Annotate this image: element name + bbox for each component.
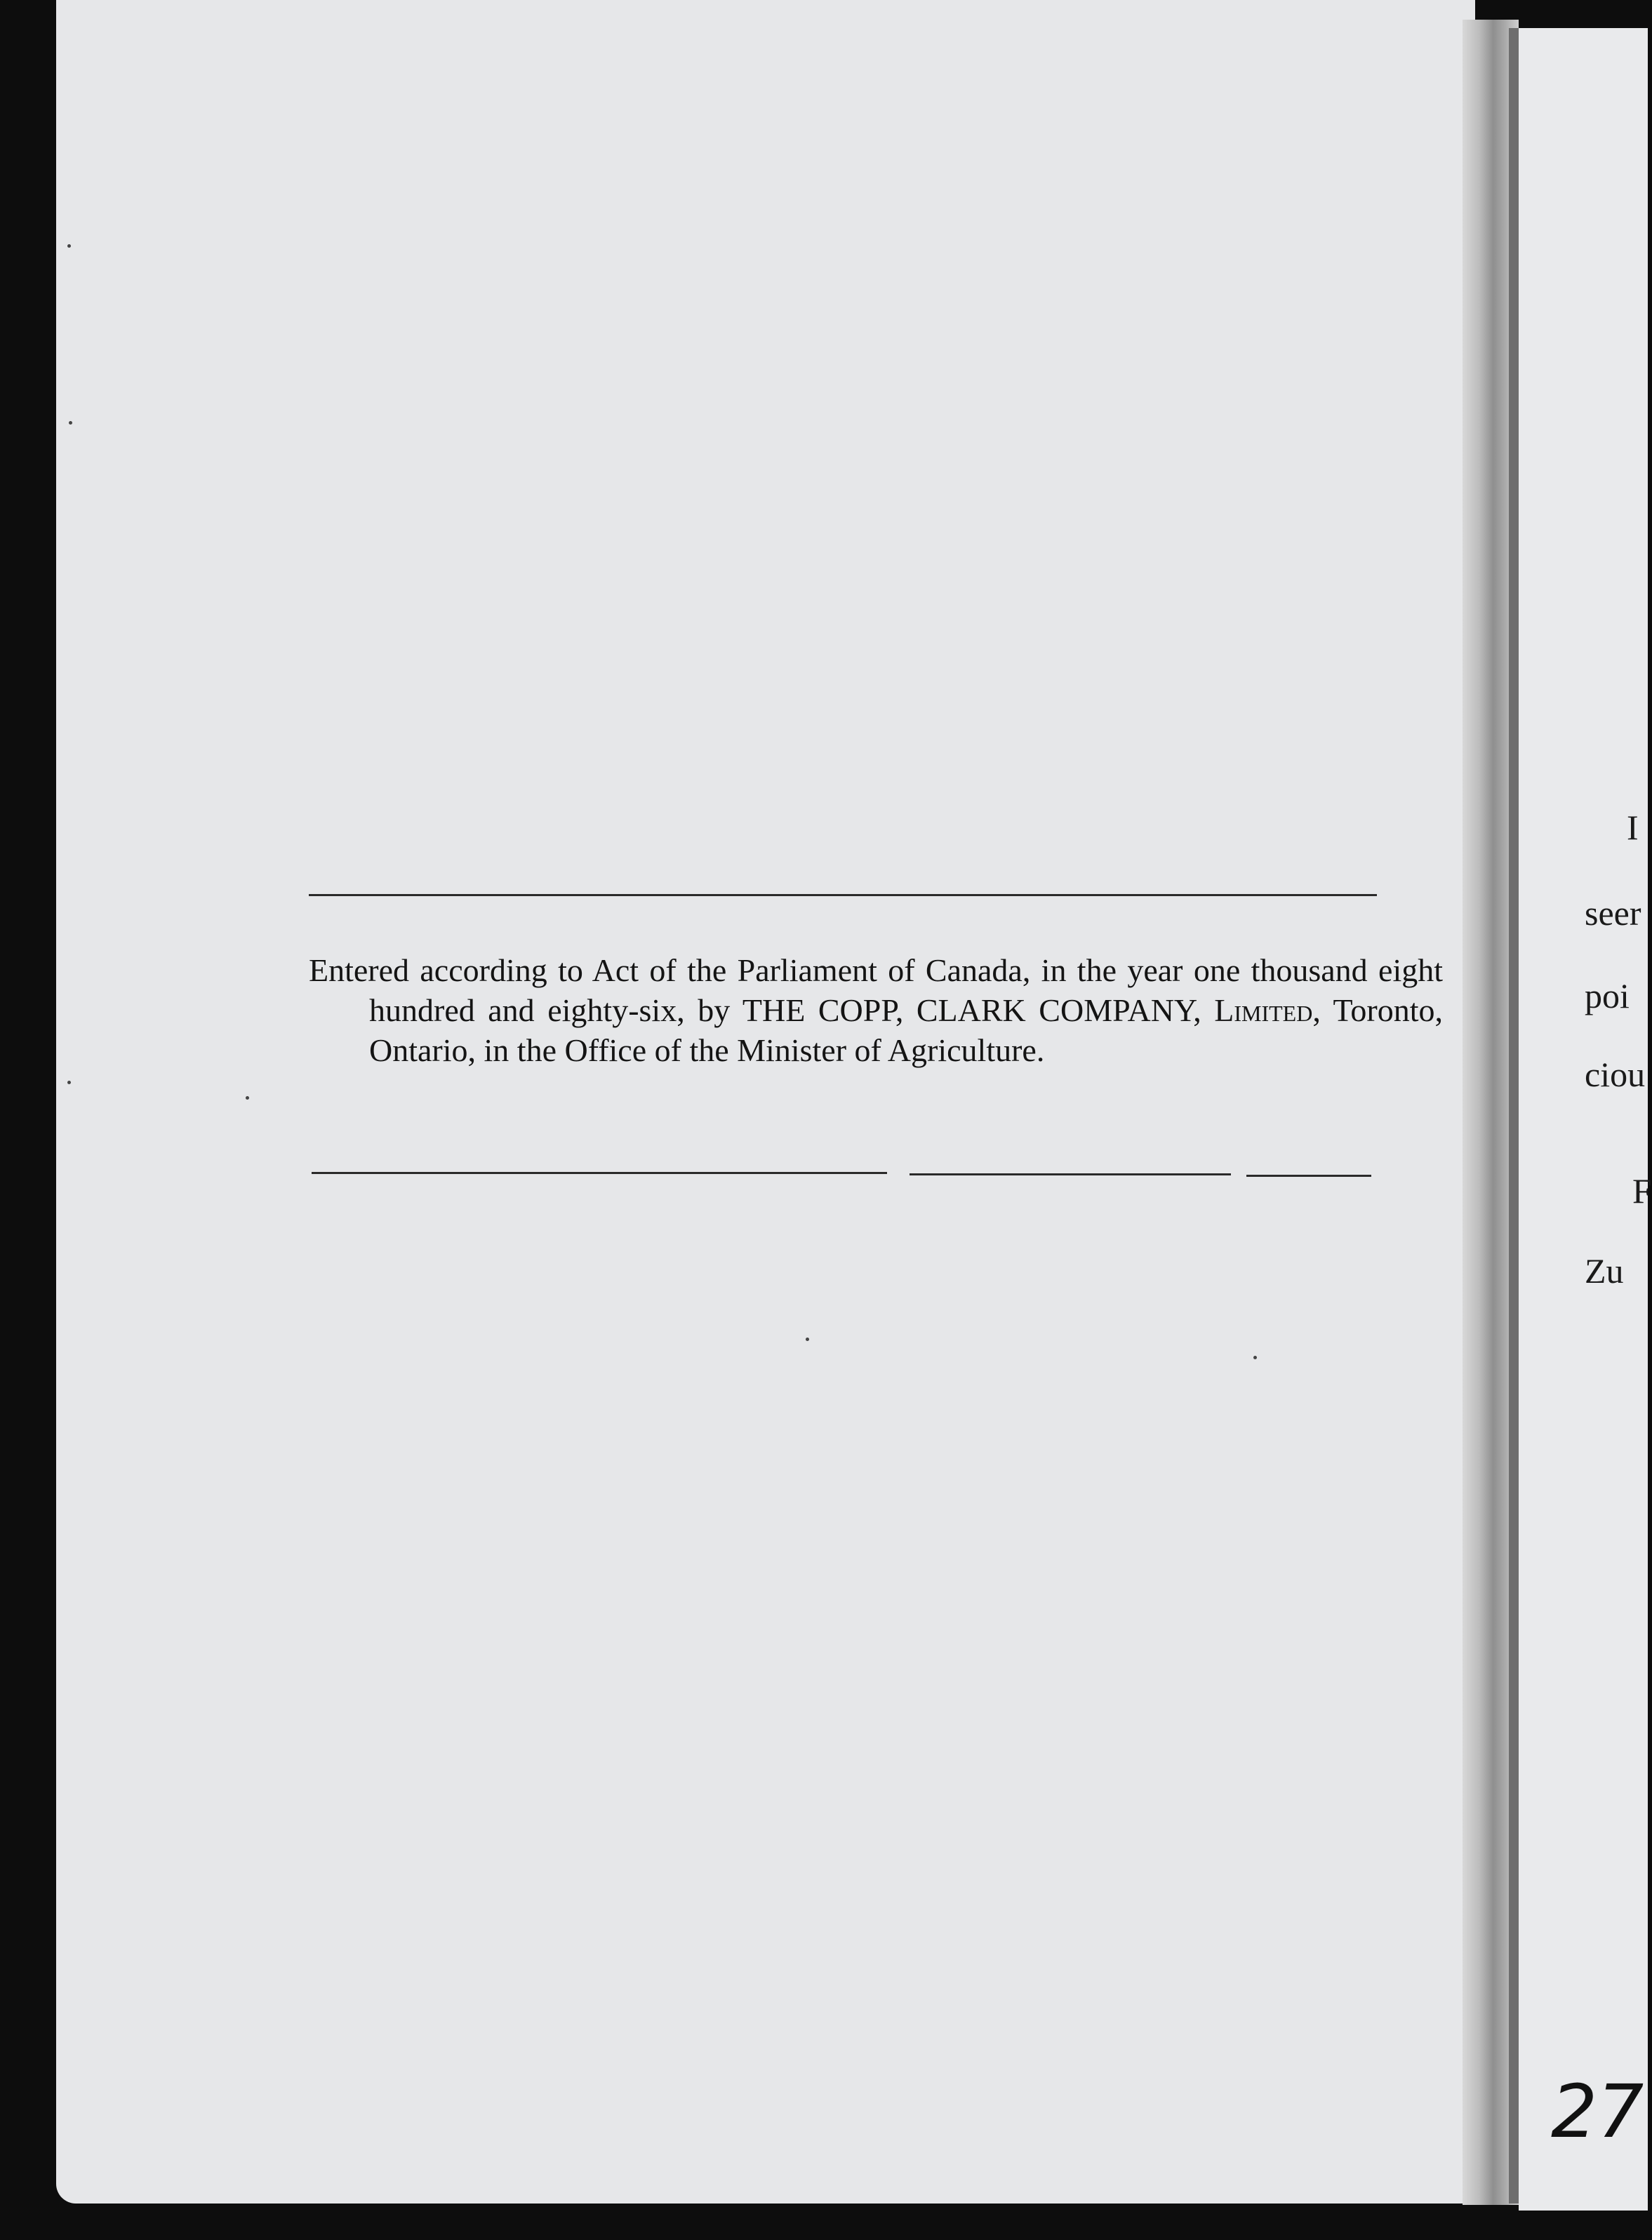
right-page-fragment: poi <box>1585 976 1630 1015</box>
scan-speck <box>69 421 72 425</box>
bottom-rule <box>910 1173 1231 1175</box>
right-page-fragment: I <box>1627 808 1639 847</box>
scan-speck <box>246 1096 249 1100</box>
scan-speck <box>806 1338 809 1341</box>
scan-speck <box>67 1081 71 1084</box>
right-page-fragment: seer <box>1585 893 1641 933</box>
bottom-rule <box>1246 1175 1371 1177</box>
right-page <box>1519 28 1648 2211</box>
scan-speck <box>67 244 71 248</box>
scan-speck <box>1253 1356 1257 1359</box>
right-page-fragment: ciou <box>1585 1055 1646 1094</box>
copyright-lead: Entered according to Act of the Parliament of Canada, in the year one thousand eight hundred and eighty-six, by THE COPP, CLARK COMPANY, <box>309 952 1443 1028</box>
left-page <box>56 0 1475 2204</box>
copyright-tail: , Toronto, Ontario, in the Office of the Minister of Agriculture. <box>369 992 1443 1068</box>
bottom-rule <box>312 1172 887 1174</box>
right-page-fragment: F <box>1632 1171 1652 1211</box>
right-page-fragment: Zu <box>1585 1251 1624 1291</box>
top-rule <box>309 894 1377 896</box>
handwritten-page-number: 27 <box>1551 2069 1644 2154</box>
copyright-notice <box>309 950 1443 1070</box>
copyright-limited: Limited <box>1214 992 1313 1028</box>
